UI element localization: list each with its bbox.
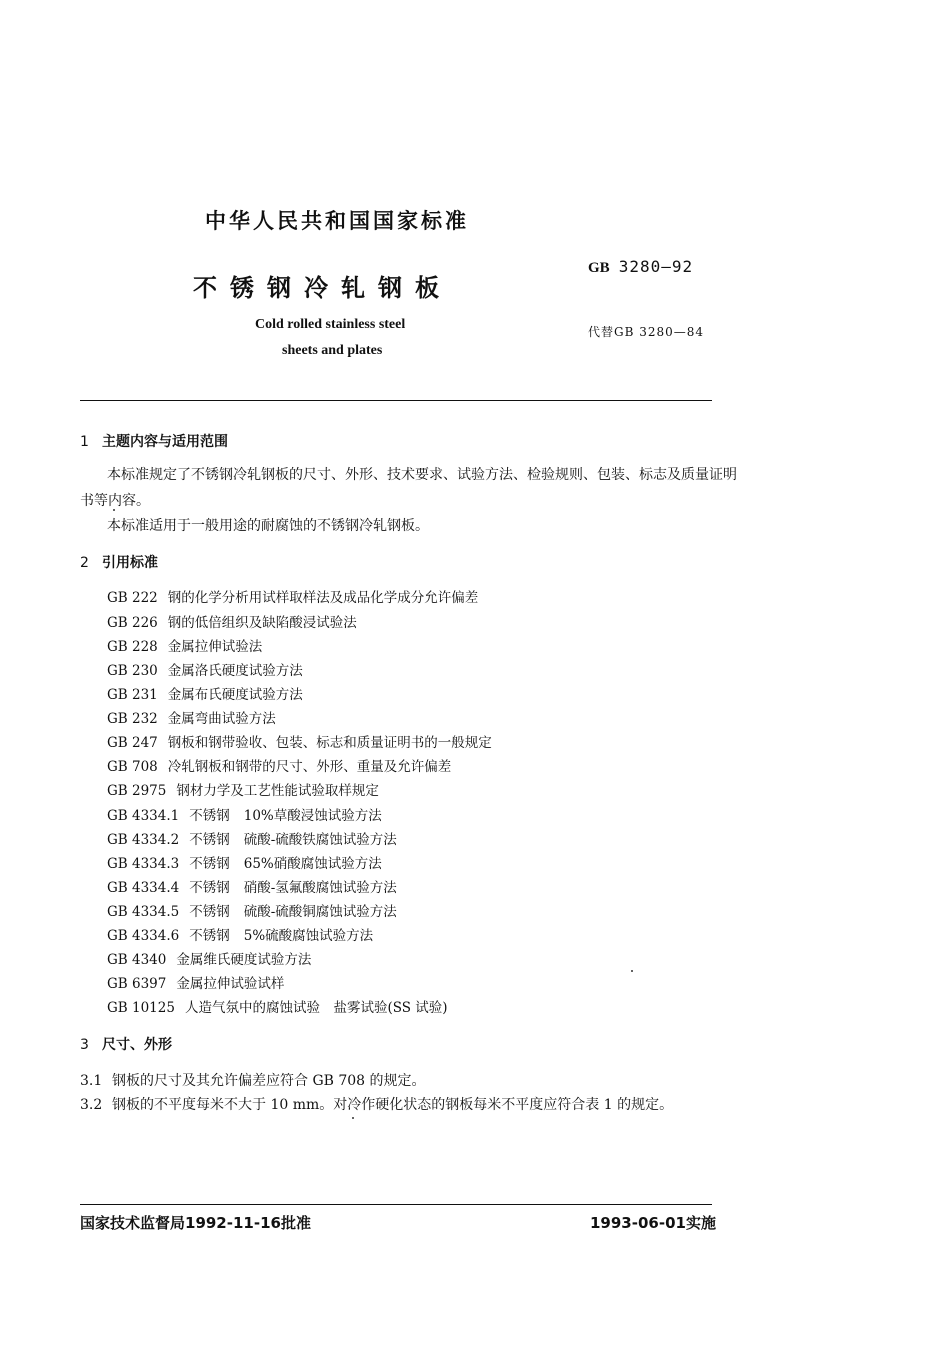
standard-prefix: GB — [588, 260, 610, 276]
standard-number — [588, 257, 693, 277]
section1-para1-line2: 书等内容。 — [80, 493, 150, 509]
header-divider — [80, 400, 712, 401]
section1-para2: 本标准适用于一般用途的耐腐蚀的不锈钢冷轧钢板。 — [107, 518, 429, 534]
clause-3-2: 3.2 钢板的不平度每米不大于 10 mm。对冷作硬化状态的钢板每米不平度应符合表 1 的规定。 — [80, 1097, 674, 1113]
section1-number: 1 — [80, 434, 89, 450]
english-title-line2: sheets and plates — [282, 343, 383, 358]
reference-item: GB 4340 金属维氏硬度试验方法 — [107, 952, 312, 968]
reference-item: GB 230 金属洛氏硬度试验方法 — [107, 663, 303, 679]
reference-item: GB 228 金属拉伸试验法 — [107, 639, 263, 655]
scan-speck — [113, 509, 115, 511]
reference-item: GB 4334.1 不锈钢 10%草酸浸蚀试验方法 — [107, 808, 382, 824]
scan-speck — [352, 1117, 354, 1119]
section1-title: 主题内容与适用范围 — [102, 434, 228, 450]
reference-item: GB 231 金属布氏硬度试验方法 — [107, 687, 303, 703]
section1-para1-line1: 本标准规定了不锈钢冷轧钢板的尺寸、外形、技术要求、试验方法、检验规则、包装、标志及质量证明 — [107, 467, 737, 483]
section2-heading — [80, 552, 158, 572]
reference-item: GB 708 冷轧钢板和钢带的尺寸、外形、重量及允许偏差 — [107, 759, 452, 775]
reference-item: GB 4334.5 不锈钢 硫酸-硫酸铜腐蚀试验方法 — [107, 904, 397, 920]
section1-heading — [80, 431, 228, 451]
standard-code: 3280—92 — [618, 257, 694, 276]
reference-item: GB 222 钢的化学分析用试样取样法及成品化学成分允许偏差 — [107, 590, 479, 606]
approval-date: 国家技术监督局1992-11-16批准 — [80, 1214, 311, 1232]
footer-divider — [80, 1204, 712, 1205]
national-standard-heading: 中华人民共和国国家标准 — [205, 209, 469, 233]
section2-title: 引用标准 — [102, 555, 158, 571]
scan-speck — [631, 970, 633, 972]
section3-number: 3 — [80, 1037, 89, 1053]
clause-3-1: 3.1 钢板的尺寸及其允许偏差应符合 GB 708 的规定。 — [80, 1073, 426, 1089]
reference-item: GB 4334.4 不锈钢 硝酸-氢氟酸腐蚀试验方法 — [107, 880, 397, 896]
section2-number: 2 — [80, 555, 89, 571]
implementation-date: 1993-06-01实施 — [590, 1214, 716, 1232]
english-title-line1: Cold rolled stainless steel — [255, 317, 406, 332]
reference-item: GB 4334.2 不锈钢 硫酸-硫酸铁腐蚀试验方法 — [107, 832, 397, 848]
section3-title: 尺寸、外形 — [102, 1037, 172, 1053]
document-title: 不锈钢冷轧钢板 — [193, 274, 452, 302]
reference-item: GB 247 钢板和钢带验收、包装、标志和质量证明书的一般规定 — [107, 735, 492, 751]
replaces-standard: 代替GB 3280—84 — [588, 325, 705, 339]
reference-item: GB 226 钢的低倍组织及缺陷酸浸试验法 — [107, 615, 357, 631]
reference-item: GB 6397 金属拉伸试验试样 — [107, 976, 285, 992]
reference-item: GB 232 金属弯曲试验方法 — [107, 711, 276, 727]
reference-item: GB 4334.6 不锈钢 5%硫酸腐蚀试验方法 — [107, 928, 374, 944]
section3-heading — [80, 1034, 172, 1054]
reference-item: GB 2975 钢材力学及工艺性能试验取样规定 — [107, 783, 379, 799]
reference-item: GB 10125 人造气氛中的腐蚀试验 盐雾试验(SS 试验) — [107, 1000, 448, 1016]
reference-item: GB 4334.3 不锈钢 65%硝酸腐蚀试验方法 — [107, 856, 382, 872]
